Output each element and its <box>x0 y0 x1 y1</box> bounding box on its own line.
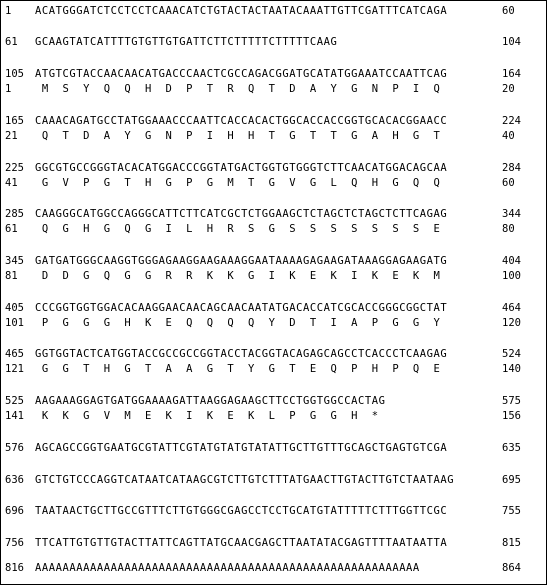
sequence-line <box>5 35 525 49</box>
sequence-text: CAAACAGATGCCTATGGAAACCCAATTCACCACACTGGCACCACCGGTGCACACGGAACC <box>35 115 448 127</box>
sequence-line <box>5 161 525 175</box>
sequence-line <box>5 82 525 96</box>
sequence-text: TTCATTGTGTTGTACTTATTCAGTTATGCAACGAGCTTAATATACGAGTTTTAATAATTA <box>35 537 448 549</box>
end-position: 575 <box>502 395 521 407</box>
end-position: 695 <box>502 474 521 486</box>
start-position: 1 <box>5 83 12 95</box>
end-position: 864 <box>502 562 521 574</box>
start-position: 405 <box>5 302 24 314</box>
end-position: 100 <box>502 270 521 282</box>
sequence-text: GCAAGTATCATTTTGTGTTGTGATTCTTCTTTTTCTTTTTCAAG <box>35 36 338 48</box>
start-position: 576 <box>5 442 24 454</box>
sequence-text: AAAAAAAAAAAAAAAAAAAAAAAAAAAAAAAAAAAAAAAAAAAAAAAAAAAAAAAA <box>35 562 420 574</box>
start-position: 21 <box>5 130 18 142</box>
sequence-line <box>5 409 525 423</box>
sequence-line <box>5 441 525 455</box>
end-position: 104 <box>502 36 521 48</box>
start-position: 61 <box>5 36 18 48</box>
end-position: 284 <box>502 162 521 174</box>
sequence-line <box>5 301 525 315</box>
sequence-text: G V P G T H G P G M T G V G L Q H G Q Q <box>35 177 441 189</box>
sequence-text: TAATAACTGCTTGCCGTTTCTTGTGGGCGAGCCTCCTGCATGTATTTTTCTTTGGTTCGC <box>35 505 448 517</box>
end-position: 404 <box>502 255 521 267</box>
start-position: 101 <box>5 317 24 329</box>
end-position: 635 <box>502 442 521 454</box>
start-position: 345 <box>5 255 24 267</box>
start-position: 816 <box>5 562 24 574</box>
start-position: 465 <box>5 348 24 360</box>
sequence-text: GATGATGGGCAAGGTGGGAGAAGGAAGAAAGGAATAAAAGAGAAGATAAAGGAGAAGATG <box>35 255 448 267</box>
sequence-line <box>5 114 525 128</box>
end-position: 60 <box>502 177 515 189</box>
end-position: 464 <box>502 302 521 314</box>
end-position: 140 <box>502 363 521 375</box>
start-position: 525 <box>5 395 24 407</box>
sequence-line <box>5 222 525 236</box>
start-position: 61 <box>5 223 18 235</box>
end-position: 120 <box>502 317 521 329</box>
end-position: 20 <box>502 83 515 95</box>
sequence-text: GGCGTGCCGGGTACACATGGACCCGGTATGACTGGTGTGGGTCTTCAACATGGACAGCAA <box>35 162 448 174</box>
sequence-line <box>5 207 525 221</box>
sequence-text: GGTGGTACTCATGGTACCGCCGCCGGTACCTACGGTACAGAGCAGCCTCACCCTCAAGAG <box>35 348 448 360</box>
start-position: 141 <box>5 410 24 422</box>
sequence-line <box>5 347 525 361</box>
sequence-line <box>5 254 525 268</box>
end-position: 80 <box>502 223 515 235</box>
end-position: 755 <box>502 505 521 517</box>
sequence-text: ATGTCGTACCAACAACATGACCCAACTCGCCAGACGGATGCATATGGAAATCCAATTCAG <box>35 68 448 80</box>
sequence-line <box>5 176 525 190</box>
end-position: 156 <box>502 410 521 422</box>
start-position: 121 <box>5 363 24 375</box>
start-position: 1 <box>5 5 12 17</box>
sequence-text: D D G Q G G R R K K G I K E K I K E K M <box>35 270 441 282</box>
sequence-line <box>5 536 525 550</box>
end-position: 164 <box>502 68 521 80</box>
sequence-line <box>5 362 525 376</box>
start-position: 165 <box>5 115 24 127</box>
sequence-line <box>5 561 525 575</box>
end-position: 60 <box>502 5 515 17</box>
sequence-text: Q G H G Q G I L H R S G S S S S S S S E <box>35 223 441 235</box>
start-position: 696 <box>5 505 24 517</box>
end-position: 40 <box>502 130 515 142</box>
sequence-text: M S Y Q Q H D P T R Q T D A Y G N P I Q <box>35 83 441 95</box>
start-position: 105 <box>5 68 24 80</box>
sequence-line <box>5 316 525 330</box>
start-position: 81 <box>5 270 18 282</box>
end-position: 524 <box>502 348 521 360</box>
sequence-line <box>5 504 525 518</box>
sequence-line <box>5 67 525 81</box>
sequence-line <box>5 473 525 487</box>
sequence-text: GTCTGTCCCAGGTCATAATCATAAGCGTCTTGTCTTTATGAACTTGTACTTGTCTAATAAG <box>35 474 455 486</box>
sequence-text: ACATGGGATCTCCTCCTCAAACATCTGTACTACTAATACAAATTGTTCGATTTCATCAGA <box>35 5 448 17</box>
sequence-line <box>5 269 525 283</box>
start-position: 285 <box>5 208 24 220</box>
end-position: 344 <box>502 208 521 220</box>
sequence-line <box>5 394 525 408</box>
sequence-text: K K G V M E K I K E K L P G G H * <box>35 410 379 422</box>
sequence-text: G G T H G T A A G T Y G T E Q P H P Q E <box>35 363 441 375</box>
start-position: 756 <box>5 537 24 549</box>
sequence-text: Q T D A Y G N P I H H T G T T G A H G T <box>35 130 441 142</box>
sequence-text: CCCGGTGGTGGACACAAGGAACAACAGCAACAATATGACACCATCGCACCGGGCGGCTAT <box>35 302 448 314</box>
sequence-text: AAGAAAGGAGTGATGGAAAAGATTAAGGAGAAGCTTCCTGGTGGCCACTAG <box>35 395 386 407</box>
end-position: 815 <box>502 537 521 549</box>
sequence-text: CAAGGGCATGGCCAGGGCATTCTTCATCGCTCTGGAAGCTCTAGCTCTAGCTCTTCAGAG <box>35 208 448 220</box>
sequence-line <box>5 129 525 143</box>
sequence-text: P G G G H K E Q Q Q Q Y D T I A P G G Y <box>35 317 441 329</box>
sequence-line <box>5 4 525 18</box>
sequence-text: AGCAGCCGGTGAATGCGTATTCGTATGTATGTATATTGCTTGTTTGCAGCTGAGTGTCGA <box>35 442 448 454</box>
start-position: 636 <box>5 474 24 486</box>
start-position: 41 <box>5 177 18 189</box>
start-position: 225 <box>5 162 24 174</box>
end-position: 224 <box>502 115 521 127</box>
